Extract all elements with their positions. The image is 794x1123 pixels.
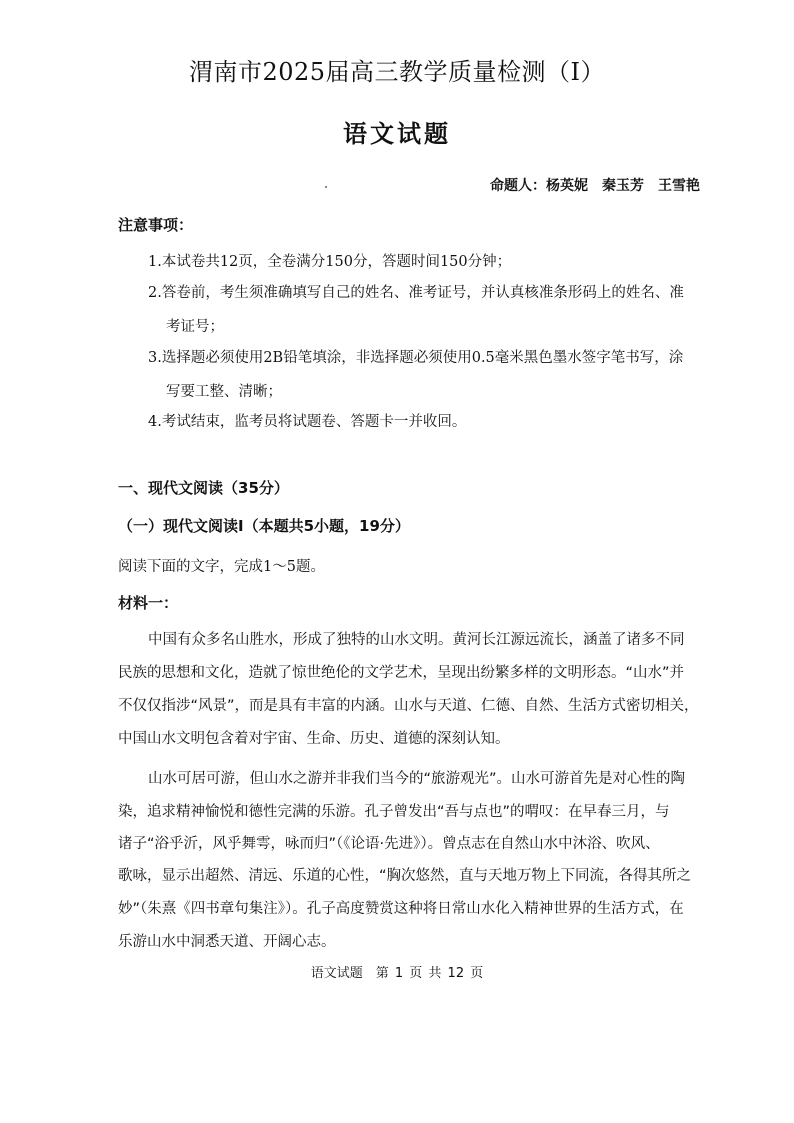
scan-speck	[325, 186, 327, 188]
notice-item-3-continued: 写要工整、清晰；	[166, 384, 282, 400]
notice-item-4: 4.考试结束，监考员将试题卷、答题卡一并收回。	[148, 414, 467, 430]
notice-item-2: 2.答卷前，考生须准确填写自己的姓名、准考证号，并认真核准条形码上的姓名、准	[148, 285, 684, 301]
notice-item-2-continued: 考证号；	[166, 319, 224, 335]
passage-line: 染，追求精神愉悦和德性完满的乐游。孔子曾发出“吾与点也”的喟叹：在早春三月，与	[118, 804, 670, 820]
passage-line: 山水可居可游，但山水之游并非我们当今的“旅游观光”。山水可游首先是对心性的陶	[148, 771, 686, 787]
page-footer: 语文试题 第 1 页 共 12 页	[310, 966, 484, 981]
passage-line: 中国山水文明包含着对宇宙、生命、历史、道德的深刻认知。	[118, 731, 510, 747]
notice-item-1: 1.本试卷共12页，全卷满分150分，答题时间150分钟；	[148, 254, 512, 270]
authors-line: 命题人：杨英妮 秦玉芳 王雪艳	[490, 178, 700, 194]
notice-heading: 注意事项：	[118, 216, 194, 234]
passage-line: 不仅仅指涉“风景”，而是具有丰富的内涵。山水与天道、仁德、自然、生活方式密切相关，	[118, 698, 699, 714]
passage-line: 妙”（朱熹《四书章句集注》）。孔子高度赞赏这种将日常山水化入精神世界的生活方式，在	[118, 901, 684, 917]
subsection-title: （一）现代文阅读Ⅰ（本题共5小题，19分）	[118, 517, 410, 535]
passage-line: 中国有众多名山胜水，形成了独特的山水文明。黄河长江源远流长，涵盖了诸多不同	[148, 632, 685, 648]
reading-instruction: 阅读下面的文字，完成1～5题。	[118, 559, 325, 575]
passage-line: 歌咏，显示出超然、清远、乐道的心性，“胸次悠然，直与天地万物上下同流，各得其所之	[118, 868, 692, 884]
section-title: 一、现代文阅读（35分）	[118, 479, 289, 497]
passage-line: 诸子“浴乎沂，风乎舞雩，咏而归”（《论语·先进》）。曾点志在自然山水中沐浴、吹风、	[118, 836, 660, 852]
passage-line: 民族的思想和文化，造就了惊世绝伦的文学艺术，呈现出纷繁多样的文明形态。“山水”并	[118, 665, 685, 681]
exam-title: 渭南市2025届高三教学质量检测（Ⅰ）	[188, 58, 606, 86]
passage-line: 乐游山水中洞悉天道、开阔心志。	[118, 934, 336, 950]
notice-item-3: 3.选择题必须使用2B铅笔填涂，非选择题必须使用0.5毫米黑色墨水签字笔书写，涂	[148, 350, 684, 366]
material-label: 材料一：	[118, 594, 179, 612]
paper-subject: 语文试题	[343, 120, 451, 148]
